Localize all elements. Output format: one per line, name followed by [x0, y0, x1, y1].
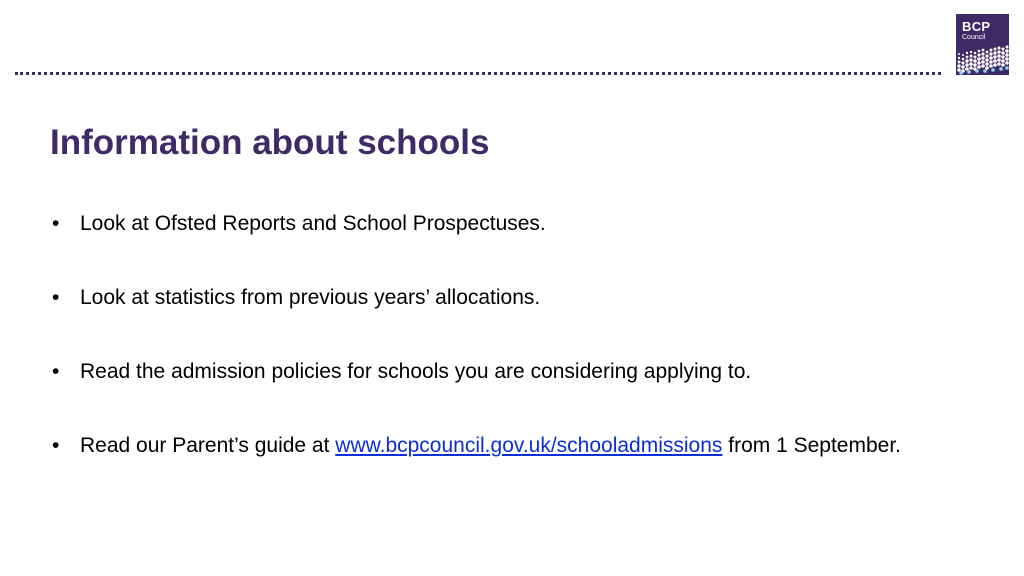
- bullet-marker: •: [52, 360, 60, 383]
- bullet-parents-guide: [50, 430, 950, 461]
- info-bullet-list: [50, 208, 950, 504]
- header-dotted-divider: [15, 72, 941, 75]
- bullet-text-before-link: Read our Parent’s guide at: [80, 434, 336, 457]
- bullet-text: Look at statistics from previous years’ allocations.: [80, 286, 541, 309]
- bullet-text: Read the admission policies for schools you are considering applying to.: [80, 360, 752, 383]
- bullet-ofsted-reports: [50, 208, 950, 239]
- logo-main-text: BCP: [962, 19, 991, 34]
- bullet-marker: •: [52, 286, 60, 309]
- bullet-admission-policies: [50, 356, 950, 387]
- bullet-marker: •: [52, 434, 60, 457]
- logo-dot-pattern-icon: [956, 44, 1009, 75]
- bullet-text-after-link: from 1 September.: [722, 434, 902, 457]
- bcp-council-logo: [956, 14, 1009, 75]
- bullet-statistics: [50, 282, 950, 313]
- school-admissions-link[interactable]: www.bcpcouncil.gov.uk/schooladmissions: [335, 434, 723, 457]
- logo-sub-text: Council: [962, 34, 986, 41]
- bullet-text: Look at Ofsted Reports and School Prospectuses.: [80, 212, 546, 235]
- bullet-marker: •: [52, 212, 60, 235]
- page-title: Information about schools: [50, 123, 490, 162]
